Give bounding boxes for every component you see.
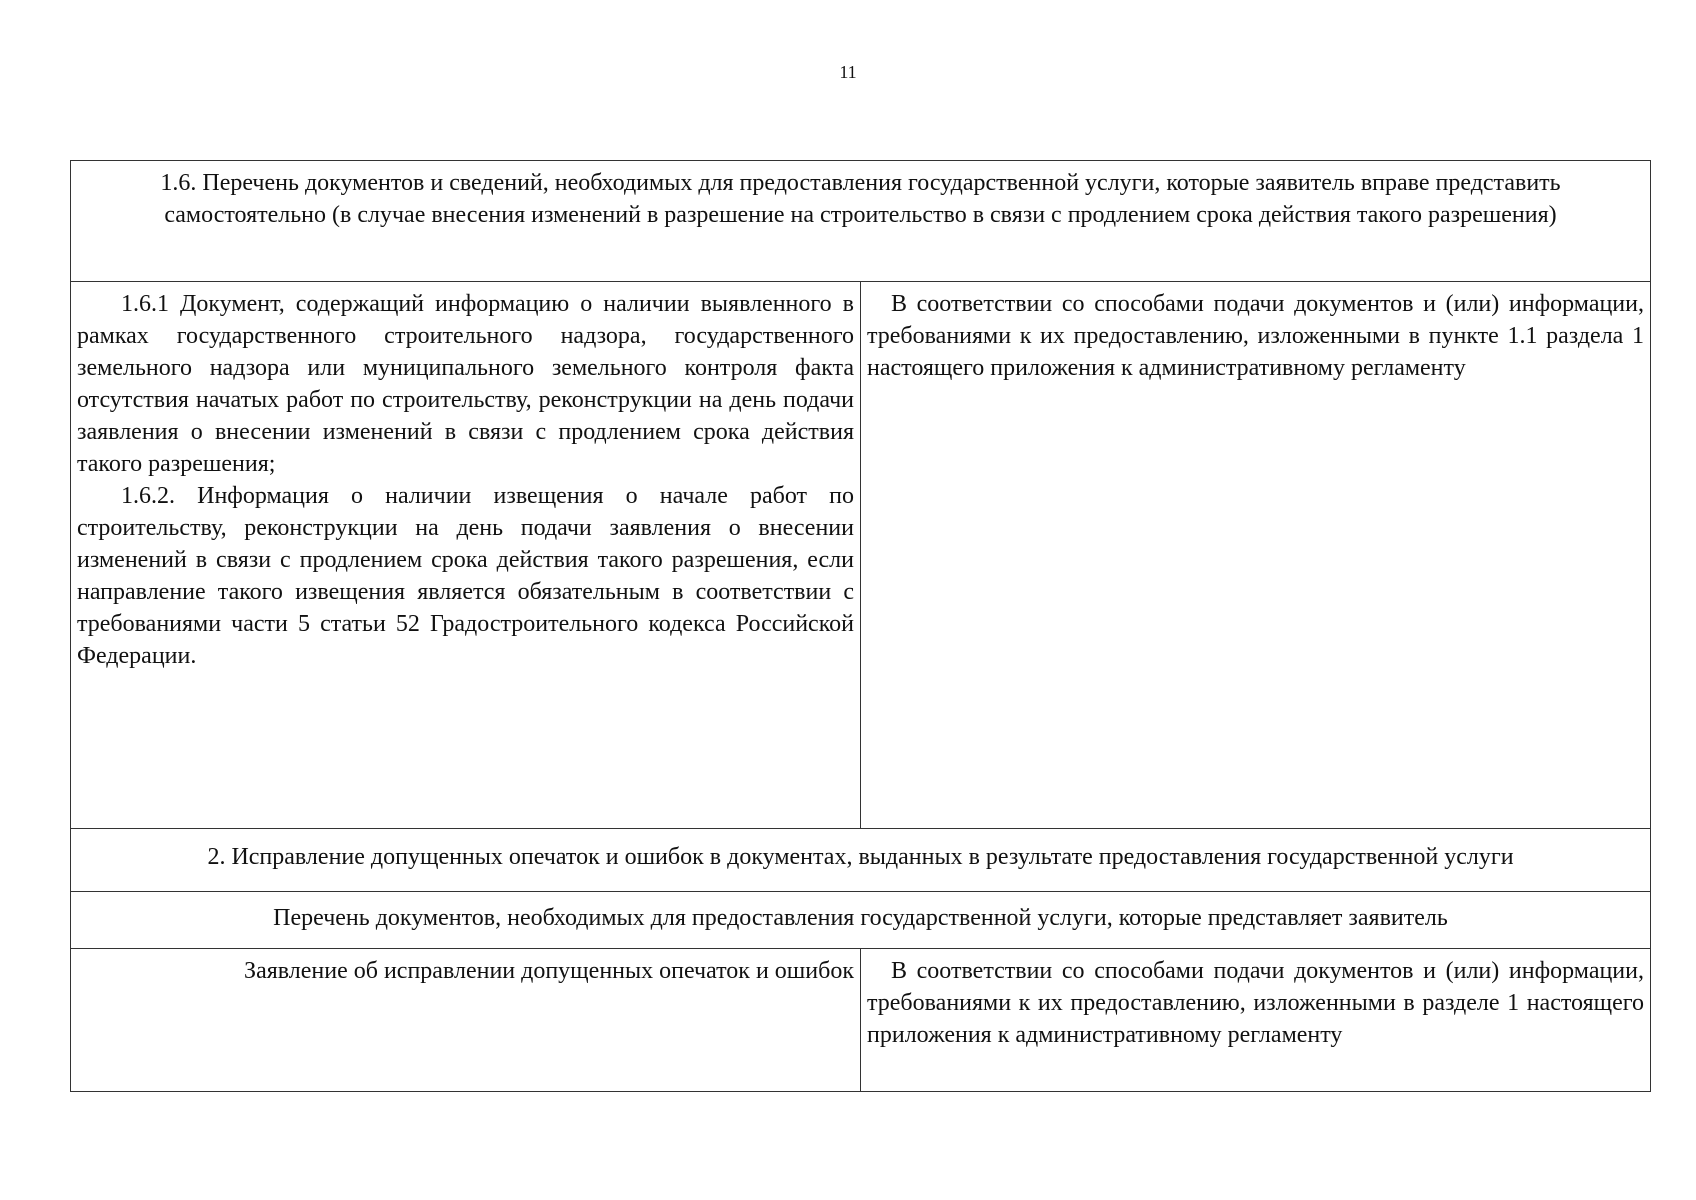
section-2-header: 2. Исправление допущенных опечаток и ошибок в документах, выданных в результате предоставления государственной услуги: [71, 829, 1651, 892]
section-1-6-method-cell: [861, 282, 1651, 829]
section-2-document-text: Заявление об исправлении допущенных опечаток и ошибок: [244, 958, 854, 984]
page-number: 11: [839, 62, 857, 82]
section-2-header-row: [71, 829, 1651, 892]
item-1-6-2: 1.6.2. Информация о наличии извещения о начале работ по строительству, реконструкции на день подачи заявления о внесении изменений в связи с продлением срока действия такого разрешения, если направление такого извещения является обязательным в соответствии с требованиями части 5 статьи 52 Градостроительного кодекса Российской Федерации.: [77, 483, 854, 669]
section-1-6-header: 1.6. Перечень документов и сведений, необходимых для предоставления государственной услуги, которые заявитель вправе представить самостоятельно (в случае внесения изменений в разрешение на строительство в связи с продлением срока действия такого разрешения): [71, 161, 1651, 282]
section-2-method-cell: [861, 949, 1651, 1092]
section-1-6-body-row: [71, 282, 1651, 829]
section-2-document-cell: [71, 949, 861, 1092]
section-1-6-documents-cell: [71, 282, 861, 829]
section-1-6-method-text: В соответствии со способами подачи документов и (или) информации, требованиями к их предоставлению, изложенными в пункте 1.1 раздела 1 настоящего приложения к административному регламенту: [867, 291, 1644, 381]
item-1-6-1: 1.6.1 Документ, содержащий информацию о наличии выявленного в рамках государственного строительного надзора, государственного земельного надзора или муниципального земельного контроля факта отсутствия начатых работ по строительству, реконструкции на день подачи заявления о внесении изменений в связи с продлением срока действия такого разрешения;: [77, 291, 854, 477]
documents-table: [70, 160, 1651, 1092]
section-2-subheader-row: [71, 892, 1651, 949]
section-2-body-row: [71, 949, 1651, 1092]
section-2-subheader: Перечень документов, необходимых для предоставления государственной услуги, которые представляет заявитель: [71, 892, 1651, 949]
section-2-method-text: В соответствии со способами подачи документов и (или) информации, требованиями к их предоставлению, изложенными в разделе 1 настоящего приложения к административному регламенту: [867, 958, 1644, 1048]
section-1-6-header-row: [71, 161, 1651, 282]
